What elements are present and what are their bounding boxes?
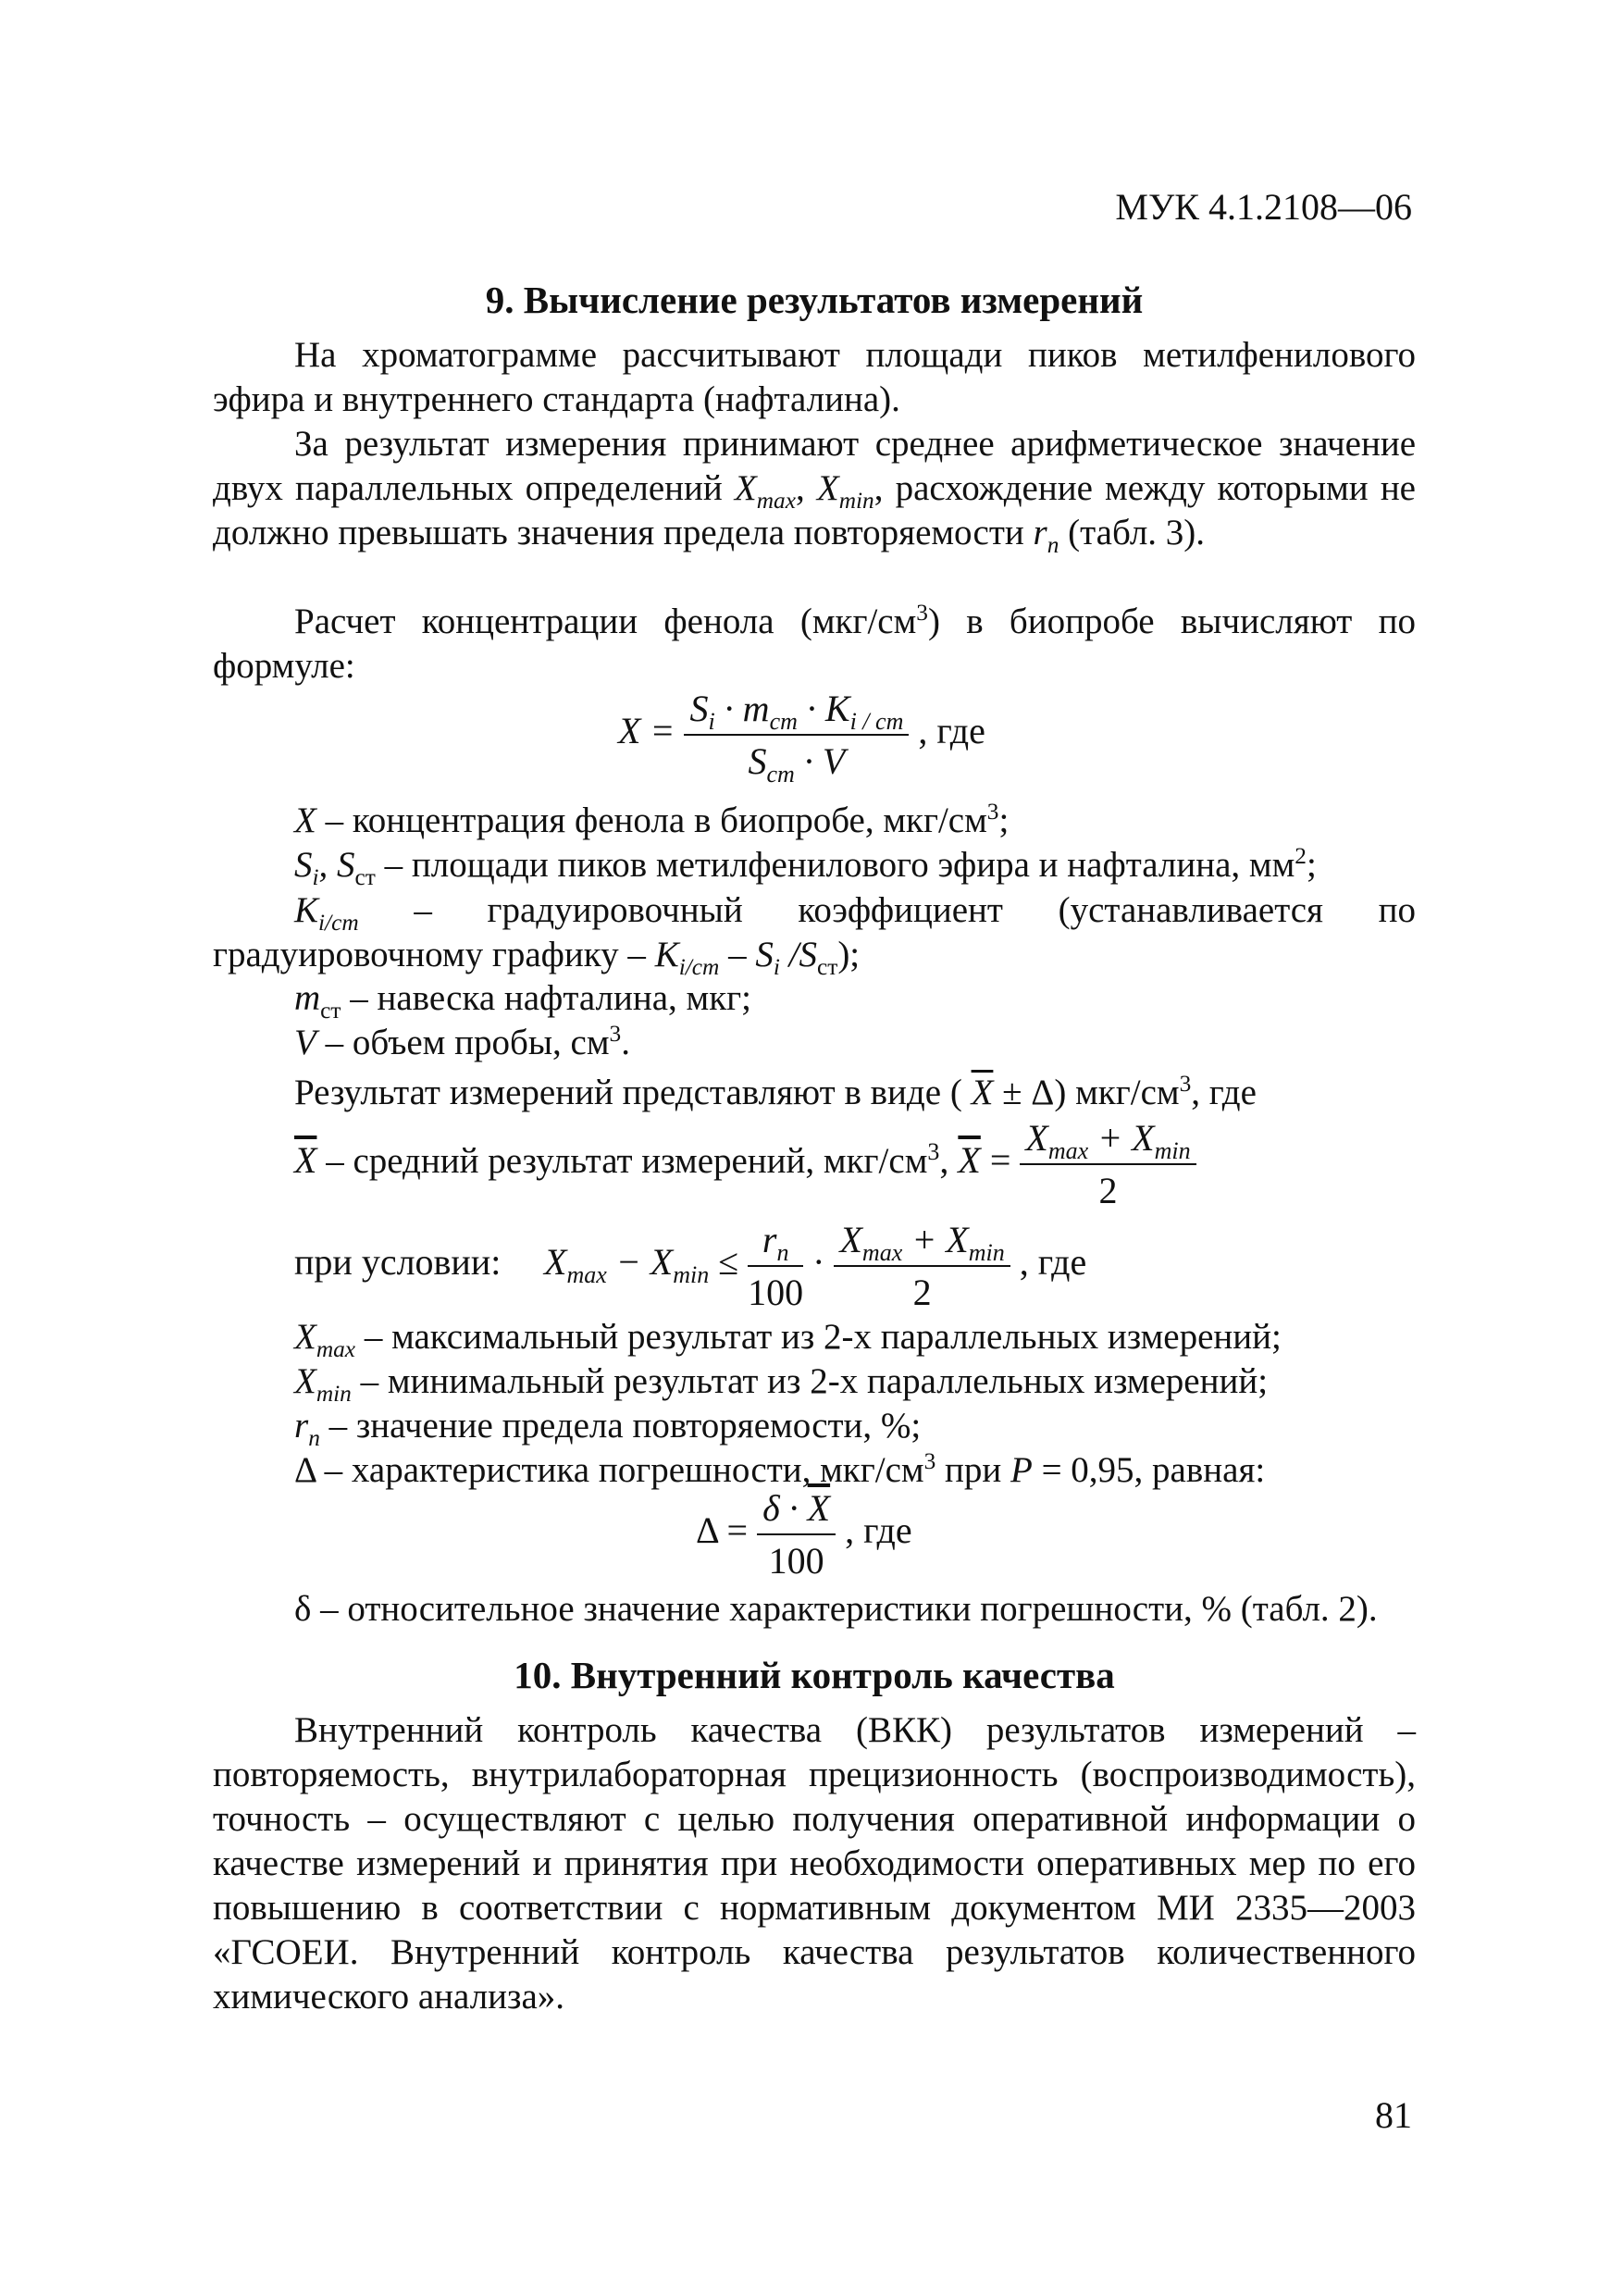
definition-m: $m_{ст}$ – навеска нафталина, мкг; [294,978,751,1024]
document-code: МУК 4.1.2108—06 [1115,186,1412,228]
definition-k: $K_{i/ст}$ – градуировочный коэффициент (устанавливается по градуировочному графику – $K_{i/ст} - S_i$ $/S_{ст}$); [213,890,1416,980]
definition-v: V – объем пробы, $см^3$. [294,1021,630,1062]
formula-condition: при условии: $X_{max} - X_{min}$ ≤ $\frac{r_n}{100}$ · $\frac{X_{max} + X_{min}}{2}$ , где [294,1219,1087,1313]
section-9-title: 9. Вычисление результатов измерений [485,279,1144,321]
formula-mean-fraction: $\frac{X_{max} + X_{min}}{2}$ [1020,1116,1196,1212]
page-number: 81 [1375,2094,1412,2136]
definition-rn: $r_n$ – значение предела повторяемости, %; [294,1406,922,1451]
section-9-paragraph-1: На хроматограмме рассчитывают площади пиков метилфенилового эфира и внутреннего стандарта (нафталина). [213,335,1416,419]
section-10-paragraph-1: Внутренний контроль качества (ВКК) результатов измерений – повторяемость, внутрилабораторная прецизионность (воспроизводимость), точность – осуществляют с целью получения оперативной информации о качестве измерений и принятия при необходимости оперативных мер по его повышению в соответствии с нормативным документом МИ 2335—2003 «ГСОЕИ. Внутренний контроль качества результатов количественного химического анализа». [213,1710,1416,2017]
definition-delta: Δ – характеристика погрешности, мкг/$см^3$ при P = 0,95, равная: [294,1448,1266,1490]
section-9-paragraph-3: Расчет концентрации фенола $(мкг/см^3)$ в биопробе вычисляют по формуле: [213,600,1416,686]
definition-s: $S_i$, $S_{ст}$ – площади пиков метилфенилового эфира и нафталина, $мм^2$; [294,843,1317,890]
section-10-title: 10. Внутренний контроль качества [514,1654,1115,1696]
formula-mean: $\overline{X}$ – средний результат измерений, мкг/$см^3$, $\overline{X}$ = $\frac{X_{max} + X_{min}}{2}$ [294,1116,1196,1212]
formula-concentration: X = $\frac{S_i \cdot m_{ст} \cdot K_{i / ст}}{S_{ст} \cdot V}$ , где [618,688,985,788]
definition-delta-relative: δ – относительное значение характеристики погрешности, % (табл. 2). [294,1589,1378,1629]
definition-x: X – концентрация фенола в биопробе, мкг/$см^3$; [294,799,1010,840]
definition-xmax: $X_{max}$ – максимальный результат из 2-х параллельных измерений; [294,1317,1282,1362]
definition-xmin: $X_{min}$ – минимальный результат из 2-х параллельных измерений; [294,1361,1269,1407]
section-9-paragraph-2: За результат измерения принимают среднее арифметическое значение двух параллельных определений $X_{max}$, $X_{min}$, расхождение между которыми не должно превышать значения предела повторяемости $r_n$ (табл. 3). [213,424,1416,558]
formula-delta-fraction: $\frac{\delta \cdot \overline{X}}{100}$ [757,1486,836,1582]
formula-condition-fraction-1: $\frac{r_n}{100}$ [748,1219,804,1313]
result-representation: Результат измерений представляют в виде ( $\overline{X} \pm \Delta$) мкг/$см^3$, где [294,1071,1257,1112]
formula-condition-fraction-2: $\frac{X_{max} + X_{min}}{2}$ [834,1218,1010,1314]
formula-concentration-fraction: $\frac{S_i \cdot m_{ст} \cdot K_{i / ст}}{S_{ст} \cdot V}$ [684,687,909,783]
formula-delta: Δ = $\frac{\delta \cdot \overline{X}}{100}$ , где [696,1487,912,1582]
